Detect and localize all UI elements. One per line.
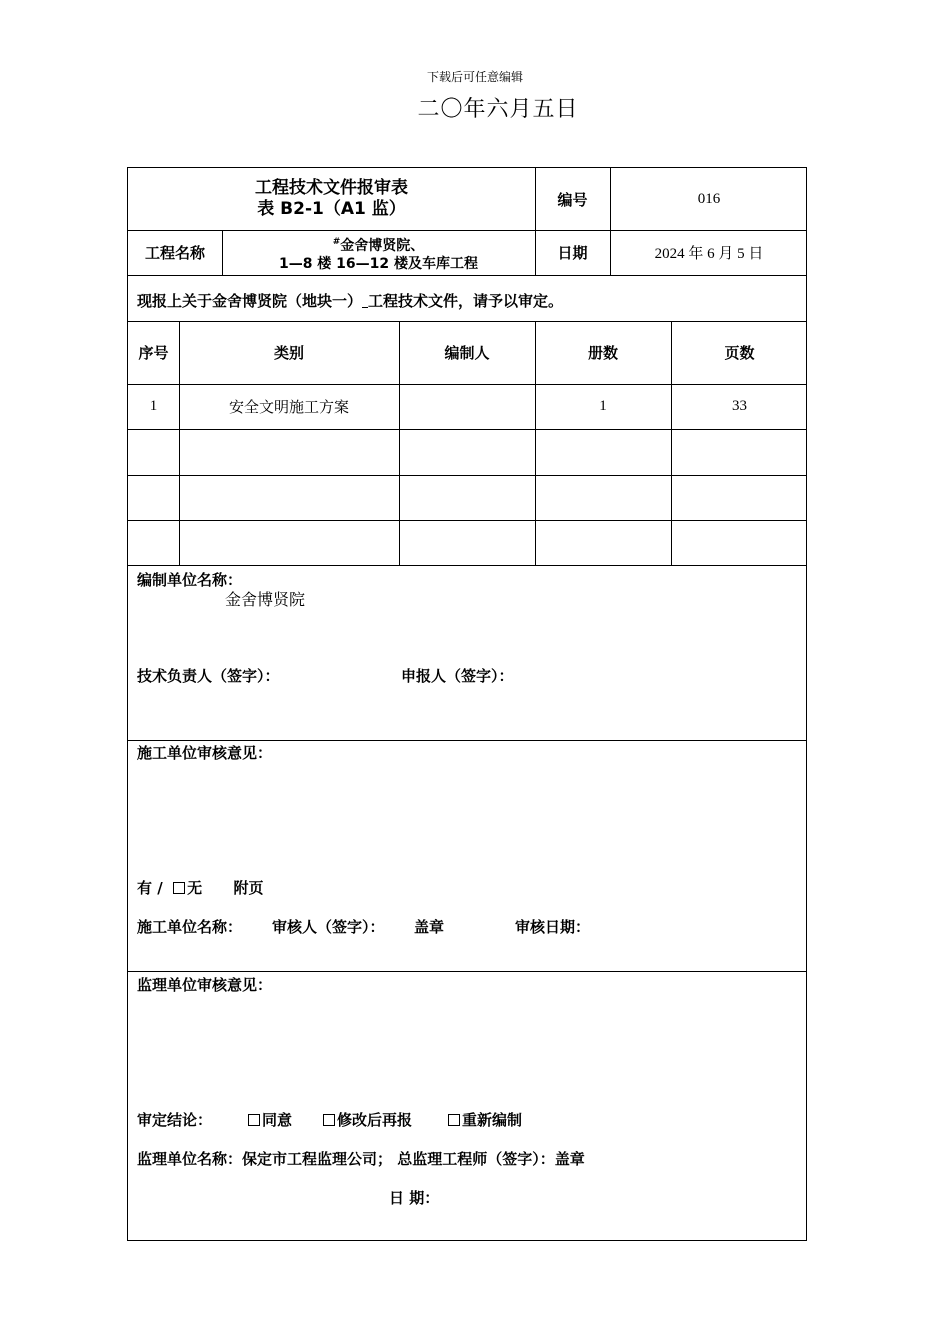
seal-label: 盖章	[414, 918, 445, 936]
date-value[interactable]: 2024 年 6 月 5 日	[654, 246, 764, 262]
contractor-name-label: 施工单位名称：	[137, 918, 243, 936]
col-header-category: 类别	[273, 344, 304, 362]
supervisor-opinion-label: 监理单位审核意见：	[137, 976, 273, 994]
col-header-volumes: 册数	[587, 344, 618, 362]
supervisor-unit-line: 监理单位名称：保定市工程监理公司； 总监理工程师（签字）：盖章	[137, 1150, 585, 1168]
contractor-opinion-label: 施工单位审核意见：	[137, 744, 273, 762]
compiler-unit-value[interactable]: 金舍博贤院	[225, 592, 306, 609]
col-header-pages: 页数	[724, 344, 755, 362]
date-label: 日期	[557, 244, 588, 262]
table-cell-volumes[interactable]: 1	[599, 398, 607, 414]
table-cell-index[interactable]: 1	[149, 398, 158, 414]
agree-checkbox[interactable]	[248, 1114, 260, 1126]
col-header-index: 序号	[138, 344, 169, 362]
row-divider	[128, 740, 806, 741]
code-value[interactable]: 016	[697, 190, 721, 207]
col-header-author: 编制人	[444, 344, 490, 362]
table-cell-pages[interactable]: 33	[732, 398, 747, 414]
compiler-unit-label: 编制单位名称：	[137, 571, 243, 589]
submission-statement: 现报上关于金舍博贤院（地块一） 工程技术文件，请予以审定。	[137, 292, 564, 310]
recompile-checkbox[interactable]	[448, 1114, 460, 1126]
table-cell-author[interactable]	[399, 384, 535, 429]
form-title-code: 表 B2-1（A1 监）	[257, 199, 406, 219]
revise-option[interactable]: 修改后再报	[323, 1109, 412, 1130]
project-name-line2: 1—8 楼 16—12 楼及车库工程	[278, 255, 479, 272]
revise-checkbox[interactable]	[323, 1114, 335, 1126]
applicant-signature-label: 申报人（签字）：	[401, 667, 514, 685]
table-row-empty[interactable]	[128, 429, 808, 475]
row-divider	[128, 565, 806, 566]
review-date-label: 审核日期：	[515, 918, 591, 936]
tech-document-review-form	[127, 167, 807, 1241]
recompile-option[interactable]: 重新编制	[448, 1109, 522, 1130]
no-attachment-checkbox[interactable]	[173, 882, 185, 894]
tech-lead-signature-label: 技术负责人（签字）：	[137, 667, 280, 685]
table-row-empty[interactable]	[128, 475, 808, 520]
row-divider	[128, 275, 806, 276]
agree-option[interactable]: 同意	[248, 1109, 292, 1130]
table-row-empty[interactable]	[128, 520, 808, 565]
row-divider	[128, 971, 806, 972]
final-date-label: 日 期：	[389, 1189, 440, 1207]
project-name-line1: #金舍博贤院、	[332, 236, 425, 254]
form-title	[128, 168, 535, 230]
attachment-line: 有 / 无 附页	[137, 879, 264, 897]
project-name-value[interactable]	[222, 230, 535, 275]
form-title-main: 工程技术文件报审表	[255, 178, 408, 198]
project-name-label: 工程名称	[144, 244, 205, 262]
document-date: 二〇年六月五日	[417, 96, 579, 121]
download-note: 下载后可任意编辑	[426, 70, 523, 84]
conclusion-line: 审定结论：	[137, 1111, 213, 1129]
table-cell-category[interactable]: 安全文明施工方案	[228, 400, 349, 416]
reviewer-signature-label: 审核人（签字）：	[272, 918, 385, 936]
code-label: 编号	[557, 190, 588, 209]
